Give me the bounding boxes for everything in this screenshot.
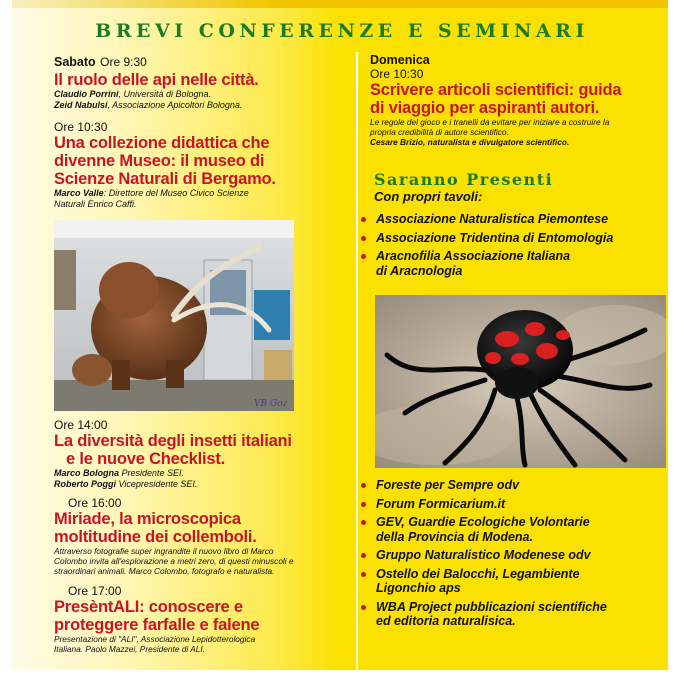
- session-description: Attraverso fotografie super ingrandite il nuovo libro di Marco: [54, 546, 274, 556]
- list-item: Ostello dei Balocchi, Legambiente Ligonchio aps: [360, 567, 660, 596]
- session-title: Il ruolo delle api nelle città.: [54, 71, 259, 89]
- session-time: Ore 16:00: [68, 496, 122, 510]
- column-divider: [356, 52, 358, 670]
- mammoth-photo: [54, 220, 294, 411]
- session-time: Ore 10:30: [370, 67, 424, 81]
- spider-photo: [375, 295, 666, 468]
- session-description: straordinari animali. Marco Colombo, fotografo e naturalista.: [54, 566, 275, 576]
- session-api: [54, 53, 354, 110]
- session-farfalle: [54, 584, 354, 654]
- speaker-line: Roberto Poggi Vicepresidente SEI.: [54, 478, 198, 489]
- session-title-line: divenne Museo: il museo di: [54, 152, 265, 170]
- session-museo: [54, 120, 354, 209]
- session-title-line: e le nuove Checklist.: [66, 450, 226, 468]
- day-sunday: Domenica: [370, 53, 430, 67]
- list-item: GEV, Guardie Ecologiche Volontarie della Provincia di Modena.: [360, 515, 660, 544]
- session-time: Ore 9:30: [100, 55, 147, 69]
- photo-watermark: VB Goz: [254, 399, 288, 409]
- flyer: [12, 0, 668, 670]
- list-item: Gruppo Naturalistico Modenese odv: [360, 548, 660, 563]
- session-title-line: Scrivere articoli scientifici: guida: [370, 81, 622, 99]
- top-stripe: [12, 0, 668, 8]
- session-title-line: PresèntALI: conoscere e: [54, 598, 243, 616]
- list-item: Foreste per Sempre odv: [360, 478, 660, 493]
- speaker-line: Marco Bologna Presidente SEI.: [54, 468, 185, 478]
- speaker-line: Naturali Enrico Caffi.: [54, 198, 137, 209]
- session-title-line: Una collezione didattica che: [54, 134, 270, 152]
- session-title-line: moltitudine dei collemboli.: [54, 528, 257, 546]
- speaker-line: Zeid Nabulsi, Associazione Apicoltori Bologna.: [54, 99, 243, 110]
- session-time: Ore 10:30: [54, 120, 108, 134]
- session-description: propria credibilità di autore scientifico.: [370, 127, 509, 137]
- list-item: WBA Project pubblicazioni scientifiche ed editoria naturalisica.: [360, 600, 660, 629]
- session-title-line: proteggere farfalle e falene: [54, 616, 260, 634]
- session-title-line: La diversità degli insetti italiani: [54, 432, 292, 450]
- session-insetti: [54, 418, 354, 489]
- session-description: Presentazione di "ALI", Associazione Lepidotterologica: [54, 634, 256, 644]
- session-collemboli: [54, 496, 356, 576]
- list-item: Aracnofilia Associazione Italiana di Aracnologia: [360, 249, 660, 278]
- session-description: Cesare Brizio, naturalista e divulgatore scientifico.: [370, 137, 570, 147]
- session-time: Ore 14:00: [54, 418, 108, 432]
- session-title-line: Miriade, la microscopica: [54, 510, 241, 528]
- exhibitors-list-1: [360, 212, 660, 282]
- session-time: Ore 17:00: [68, 584, 122, 598]
- speaker-line: Claudio Porrini, Università di Bologna.: [54, 89, 212, 99]
- session-description: Italiana. Paolo Mazzei, Presidente di ALI.: [54, 644, 205, 654]
- session-description: Colombo invita all'esplorazione a metri zero, di questi minuscoli e: [54, 556, 294, 566]
- session-title-line: di viaggio per aspiranti autori.: [370, 99, 600, 117]
- list-item: Associazione Tridentina di Entomologia: [360, 231, 660, 246]
- banner-title: BREVI CONFERENZE E SEMINARI: [95, 20, 589, 42]
- session-description: Le regole del gioco e i tranelli da evitare per iniziare a costruire la: [370, 117, 610, 127]
- session-title-line: Scienze Naturali di Bergamo.: [54, 170, 276, 188]
- list-item: Forum Formicarium.it: [360, 497, 660, 512]
- presenti-heading: Saranno Presenti: [374, 170, 554, 189]
- session-articoli: [370, 53, 662, 147]
- presenti-subheading: Con propri tavoli:: [374, 189, 483, 204]
- exhibitors-list-2: [360, 478, 660, 633]
- day-saturday: Sabato: [54, 55, 96, 69]
- list-item: Associazione Naturalistica Piemontese: [360, 212, 660, 227]
- speaker-line: Marco Valle: Direttore del Museo Civico Scienze: [54, 188, 249, 198]
